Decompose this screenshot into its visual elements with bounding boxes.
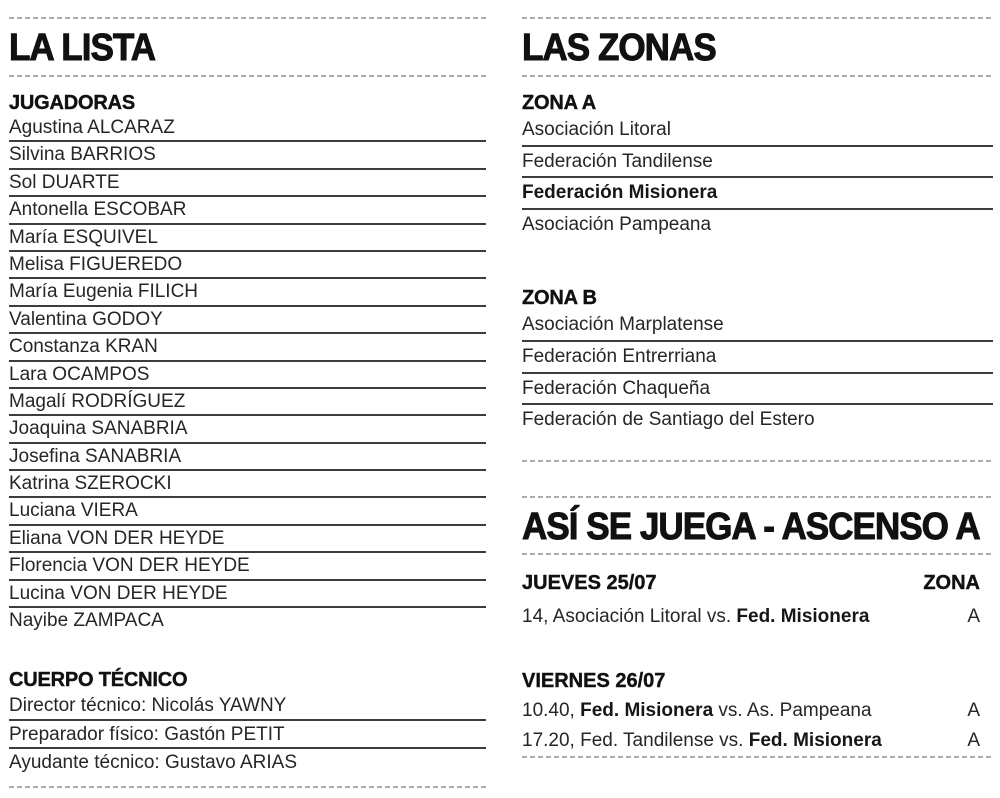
zona-column-header: ZONA: [923, 571, 980, 594]
team-row: Federación Entrerriana: [522, 342, 993, 374]
player-row: Katrina SZEROCKI: [9, 471, 486, 498]
player-row: Luciana VIERA: [9, 498, 486, 525]
player-row: Magalí RODRÍGUEZ: [9, 389, 486, 416]
player-row: Agustina ALCARAZ: [9, 115, 486, 142]
dashed-divider: [522, 496, 993, 498]
match-text: 14, Asociación Litoral vs. Fed. Misionera: [522, 605, 870, 627]
dashed-divider: [9, 17, 486, 19]
team-row: Federación de Santiago del Estero: [522, 409, 815, 431]
right-column: [522, 0, 993, 758]
player-row: Joaquina SANABRIA: [9, 416, 486, 443]
team-row: Asociación Litoral: [522, 115, 993, 147]
dashed-divider: [9, 75, 486, 77]
dashed-divider: [522, 460, 993, 462]
zona-b-heading: ZONA B: [522, 287, 597, 310]
jugadoras-heading: JUGADORAS: [9, 92, 135, 114]
player-row: Sol DUARTE: [9, 170, 486, 197]
staff-row: Director técnico: Nicolás YAWNY: [9, 692, 486, 720]
player-row: Constanza KRAN: [9, 334, 486, 361]
match-row: [522, 607, 993, 627]
schedule-header: [522, 671, 993, 691]
team-row: Federación Chaqueña: [522, 374, 993, 406]
dashed-divider: [522, 75, 993, 77]
match-zone: A: [967, 729, 980, 751]
dashed-divider: [522, 756, 993, 758]
staff-row: Ayudante técnico: Gustavo ARIAS: [9, 752, 297, 774]
cuerpo-tecnico-heading: CUERPO TÉCNICO: [9, 669, 188, 692]
staff-row: Preparador físico: Gastón PETIT: [9, 721, 486, 749]
team-row: Asociación Marplatense: [522, 310, 993, 342]
team-row: Federación Tandilense: [522, 147, 993, 179]
day-label: JUEVES 25/07: [522, 571, 657, 594]
player-row: Valentina GODOY: [9, 307, 486, 334]
zona-b-list: [522, 310, 993, 436]
player-row: Antonella ESCOBAR: [9, 197, 486, 224]
match-zone: A: [967, 699, 980, 721]
players-list: [9, 115, 486, 635]
match-zone: A: [967, 605, 980, 627]
player-row: Eliana VON DER HEYDE: [9, 526, 486, 553]
staff-list: [9, 692, 486, 777]
player-row: Lara OCAMPOS: [9, 362, 486, 389]
player-row: Silvina BARRIOS: [9, 142, 486, 169]
dashed-divider: [522, 553, 993, 555]
player-row: Nayibe ZAMPACA: [9, 610, 164, 632]
schedule-header: [522, 573, 993, 593]
dashed-divider: [9, 786, 486, 788]
las-zonas-title: LAS ZONAS: [522, 27, 716, 69]
player-row: Florencia VON DER HEYDE: [9, 553, 486, 580]
team-row-highlighted: Federación Misionera: [522, 178, 993, 210]
asi-se-juega-title: ASÍ SE JUEGA - ASCENSO A: [522, 505, 980, 548]
player-row: Josefina SANABRIA: [9, 444, 486, 471]
zona-a-heading: ZONA A: [522, 92, 596, 114]
player-row: María Eugenia FILICH: [9, 279, 486, 306]
dashed-divider: [522, 17, 993, 19]
player-row: Lucina VON DER HEYDE: [9, 581, 486, 608]
la-lista-title: LA LISTA: [9, 27, 156, 69]
match-text: 17.20, Fed. Tandilense vs. Fed. Misionera: [522, 729, 882, 751]
match-row: [522, 731, 993, 751]
match-text: 10.40, Fed. Misionera vs. As. Pampeana: [522, 699, 872, 721]
player-row: María ESQUIVEL: [9, 225, 486, 252]
team-row: Asociación Pampeana: [522, 213, 712, 235]
player-row: Melisa FIGUEREDO: [9, 252, 486, 279]
la-lista-section: [9, 0, 486, 788]
day-label: VIERNES 26/07: [522, 669, 666, 692]
match-row: [522, 701, 993, 721]
zona-a-list: [522, 115, 993, 241]
